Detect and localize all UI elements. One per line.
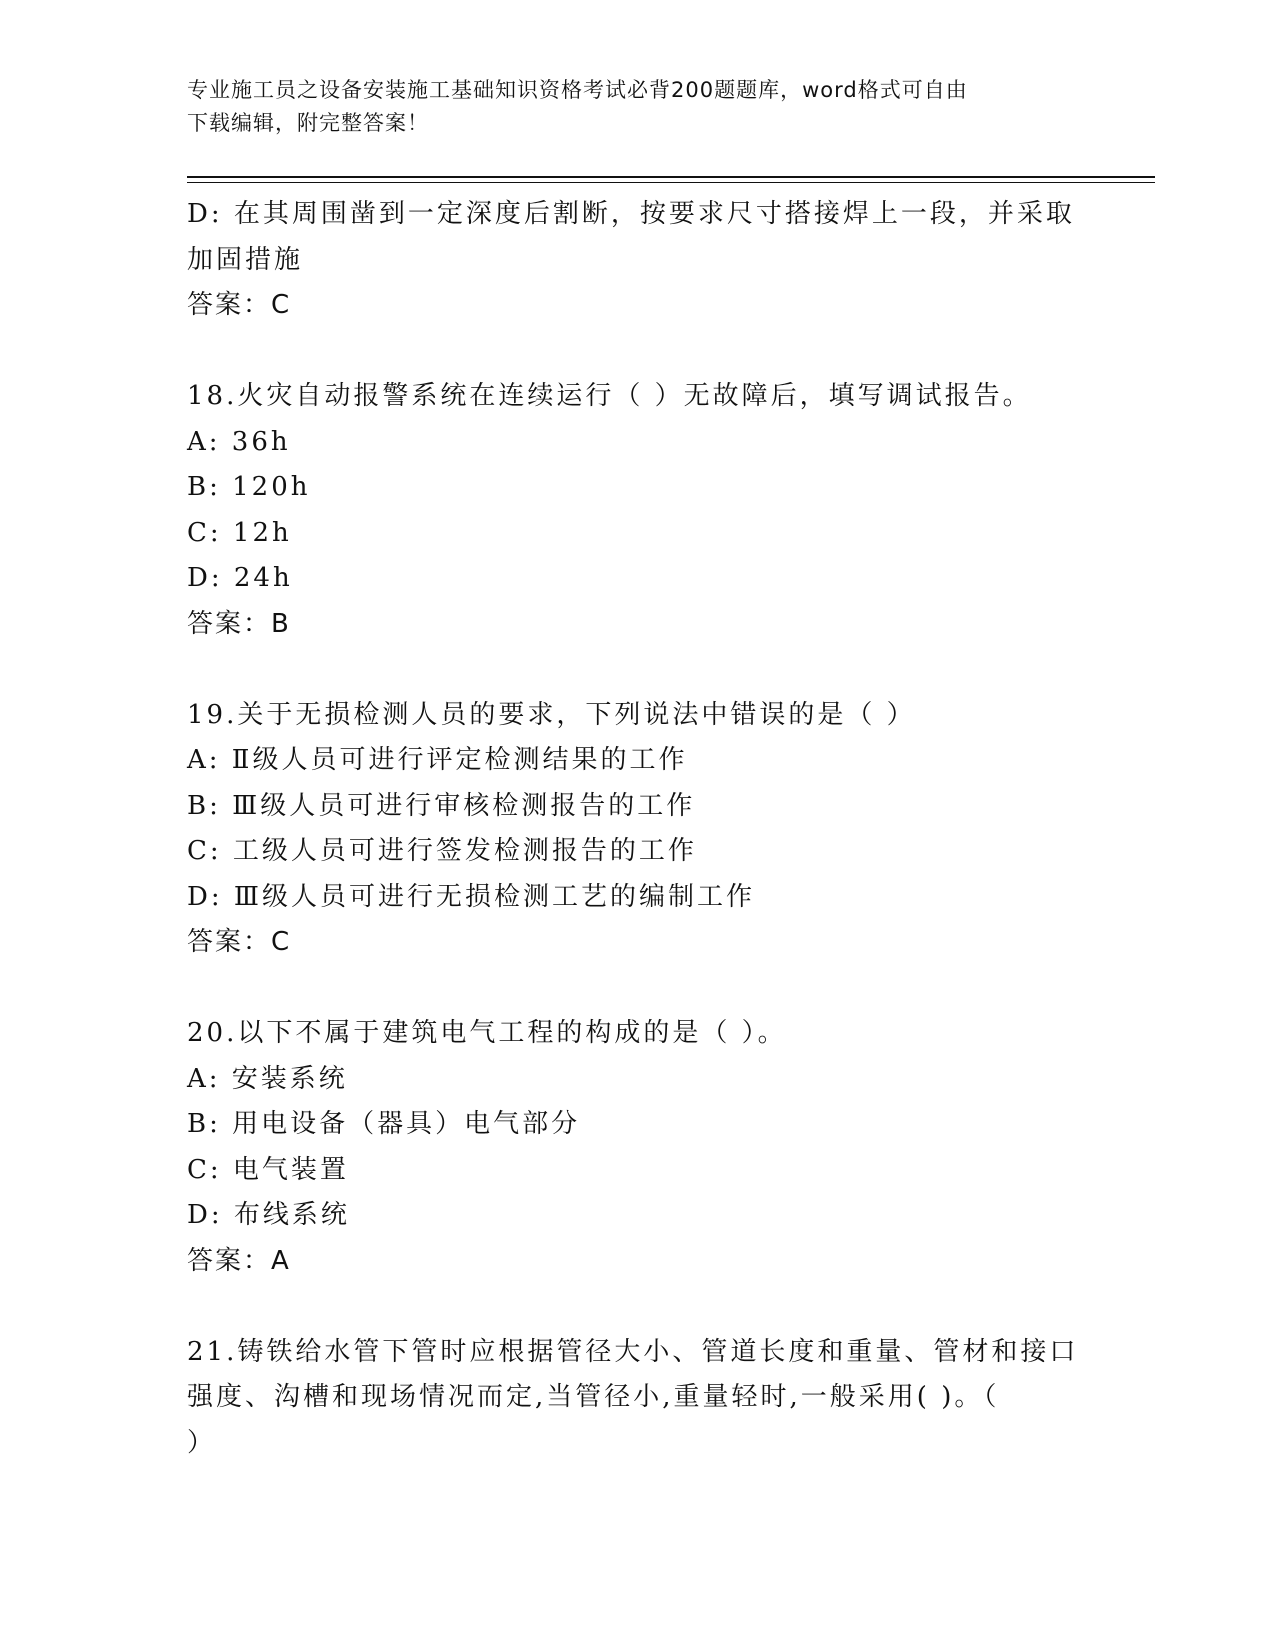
option-c: C: 工级人员可进行签发检测报告的工作 xyxy=(187,836,697,866)
question-19 xyxy=(187,693,1087,966)
question-stem-line-3: ） xyxy=(187,1427,217,1458)
header-rule-thick xyxy=(187,176,1155,178)
option-d: D: 在其周围凿到一定深度后割断，按要求尺寸搭接焊上一段，并采取 xyxy=(187,199,1075,229)
option-c: C: 12h xyxy=(187,517,292,548)
option-d-continued: 加固措施 xyxy=(187,244,304,275)
option-d: D: 24h xyxy=(187,563,293,593)
question-stem-line-2: 强度、沟槽和现场情况而定,当管径小,重量轻时,一般采用( )。（ xyxy=(187,1382,1000,1412)
question-stem: 18.火灾自动报警系统在连续运行（ ）无故障后，填写调试报告。 xyxy=(187,381,1032,411)
question-20 xyxy=(187,1011,1087,1284)
question-stem: 19.关于无损检测人员的要求，下列说法中错误的是（ ） xyxy=(187,699,916,730)
question-stem-line-1: 21.铸铁给水管下管时应根据管径大小、管道长度和重量、管材和接口 xyxy=(187,1336,1079,1367)
option-a: A: 36h xyxy=(187,426,291,457)
option-a: A: Ⅱ级人员可进行评定检测结果的工作 xyxy=(187,745,688,775)
header-line-2: 下载编辑，附完整答案！ xyxy=(187,111,429,135)
question-stem: 20.以下不属于建筑电气工程的构成的是（ ）。 xyxy=(187,1018,787,1048)
option-b: B: 120h xyxy=(187,472,311,502)
option-a: A: 安装系统 xyxy=(187,1063,348,1094)
option-b: B: 用电设备（器具）电气部分 xyxy=(187,1109,581,1139)
answer-line: 答案：B xyxy=(187,608,291,639)
option-d: D: 布线系统 xyxy=(187,1200,350,1230)
option-d: D: Ⅲ级人员可进行无损检测工艺的编制工作 xyxy=(187,881,755,912)
question-content xyxy=(187,192,1087,1466)
question-21 xyxy=(187,1330,1087,1467)
header-rule-thin xyxy=(187,182,1155,183)
question-18 xyxy=(187,374,1087,647)
answer-line: 答案：C xyxy=(187,290,292,320)
answer-line: 答案：C xyxy=(187,927,292,957)
answer-line: 答案：A xyxy=(187,1245,291,1276)
header-line-1: 专业施工员之设备安装施工基础知识资格考试必背200题题库，word格式可自由 xyxy=(187,78,968,102)
document-header xyxy=(187,74,1067,140)
option-b: B: Ⅲ级人员可进行审核检测报告的工作 xyxy=(187,790,696,821)
option-c: C: 电气装置 xyxy=(187,1154,349,1185)
